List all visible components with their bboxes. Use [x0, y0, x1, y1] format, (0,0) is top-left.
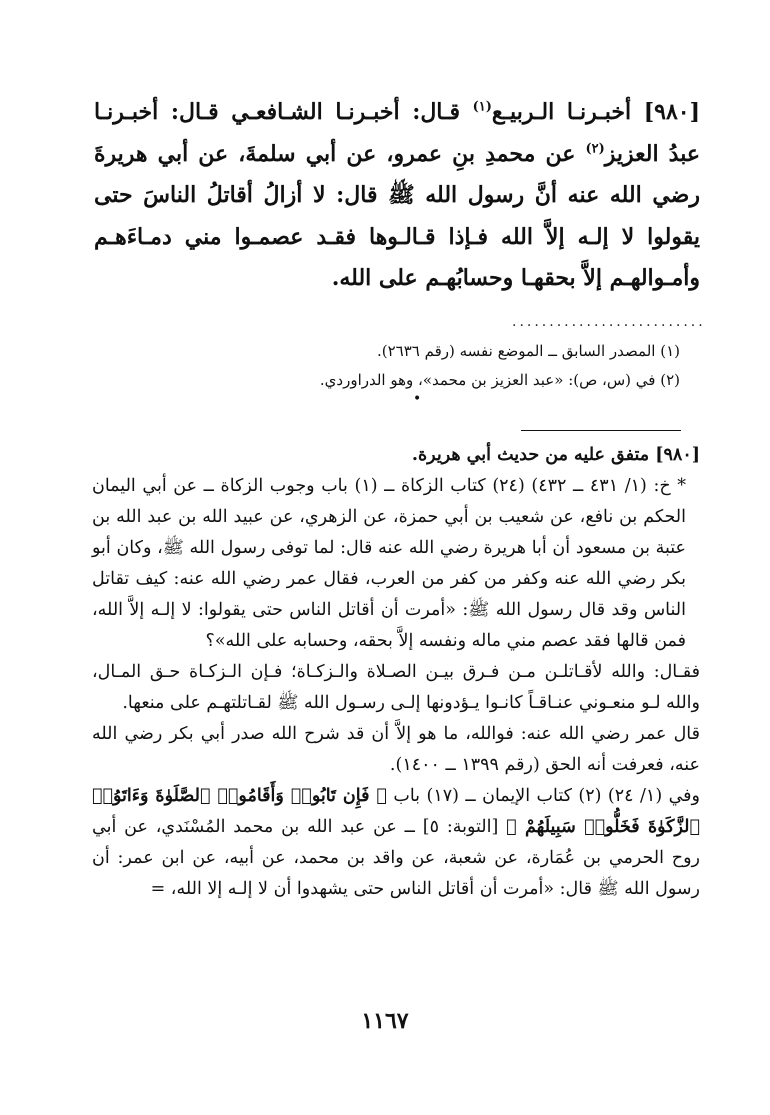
commentary-para-1: * خ: (١/ ٤٣١ ــ ٤٣٢) (٢٤) كتاب الزكاة ــ (١) باب وجوب الزكاة ــ عن أبي اليمان الحكم بن نافع، عن شعيب بن أبي حمزة، عن الزهري، عن عبيد الله بن عبد الله بن عتبة بن مسعود أن أبا هريرة رضي الله عنه قال: لما توفى رسول الله ﷺ، وكان أبو بكر رضي الله عنه وكفر من كفر من العرب، فقال عمر رضي الله عنه: كيف تقاتل الناس وقد قال رسول الله ﷺ: «أمرت أن أقاتل الناس حتى يقولوا: لا إلـه إلاَّ الله، فمن قالها فقد عصم مني ماله ونفسه إلاَّ بحقه، وحسابه على الله»؟	[92, 476, 686, 651]
footnote-mark: •	[413, 391, 422, 407]
hadith-line-2b: عن محمدِ بنِ عمرو، عن أبي سلمةَ، عن أبي هريرةَ رضي الله	[94, 140, 700, 208]
section-divider	[521, 430, 681, 431]
commentary-heading: [٩٨٠] متفق عليه من حديث أبي هريرة.	[411, 445, 700, 465]
hadith-line-3: عنه أنَّ رسول الله ﷺ قال: لا أزالُ أقاتلُ الناسَ حتى يقولوا لا إلـه إلاَّ الله	[94, 182, 700, 250]
footnote-ref-2: (٢)	[585, 141, 605, 157]
commentary-para-4	[92, 781, 700, 905]
footnote-2: (٢) في (س، ص): «عبد العزيز بن محمد»، وهو الدراوردي.	[319, 371, 680, 389]
hadith-line-1b: قـال: أخبـرنـا الشـافعـي قـال: أخبـرنـا	[94, 99, 460, 125]
footnote-ref-1: (١)	[472, 99, 492, 115]
footnote-1: (١) المصدر السابق ــ الموضع نفسه (رقم ٢٦٣٦).	[376, 342, 680, 360]
commentary	[92, 440, 700, 905]
commentary-para-3: قال عمر رضي الله عنه: فوالله، ما هو إلاَّ أن قد شرح الله صدر أبي بكر رضي الله عنه، فعرفت أنه الحق (رقم ١٣٩٩ ــ ١٤٠٠).	[92, 724, 700, 775]
hadith-paragraph	[94, 92, 700, 300]
hadith-line-2a: عبدُ العزيز	[604, 140, 700, 167]
hadith-line-4: فـإذا قـالـوها فقـد عصمـوا مني دمـاءَهـم وأمـوالهـم إلاَّ بحقهـا وحسابُهـم	[94, 223, 700, 291]
footnote-separator-dots: ..........................	[512, 314, 706, 330]
hadith-number: [٩٨٠]	[643, 99, 700, 125]
hadith-text	[94, 92, 700, 300]
footnotes	[150, 337, 680, 395]
commentary-para-4b: [التوبة: ٥] ــ عن عبد الله بن محمد المُسْنَدي، عن أبي روح الحرمي بن عُمَارة، عن شعبة، عن واقد بن محمد، عن أبيه، عن ابن عمر: أن رسول الله ﷺ قال: «أمرت أن أقاتل الناس حتى يشهدوا أن لا إلـه إلا الله، =	[92, 817, 700, 899]
quran-verse: ﴿ فَإِن تَابُوا۟ وَأَقَامُوا۟ ٱلصَّلَوٰةَ وَءَاتَوُا۟ ٱلزَّكَوٰةَ فَخَلُّوا۟ سَبِيلَهُمْ ﴾	[92, 786, 700, 837]
commentary-para-2: فقـال: والله لأقـاتلـن مـن فـرق بيـن الصـلاة والـزكـاة؛ فـإن الـزكـاة حـق المـال، والله لـو منعـوني عنـاقـاً كانـوا يـؤدونها إلـى رسـول الله ﷺ لقـاتلتهـم على منعها.	[92, 662, 700, 713]
page-number: ١١٦٧	[361, 1008, 409, 1034]
hadith-line-5: على الله.	[331, 265, 418, 291]
hadith-line-1a: أخبـرنـا الـربيـع	[491, 99, 632, 125]
commentary-para-4a: وفي (١/ ٢٤) (٢) كتاب الإيمان ــ (١٧) باب	[393, 786, 700, 806]
